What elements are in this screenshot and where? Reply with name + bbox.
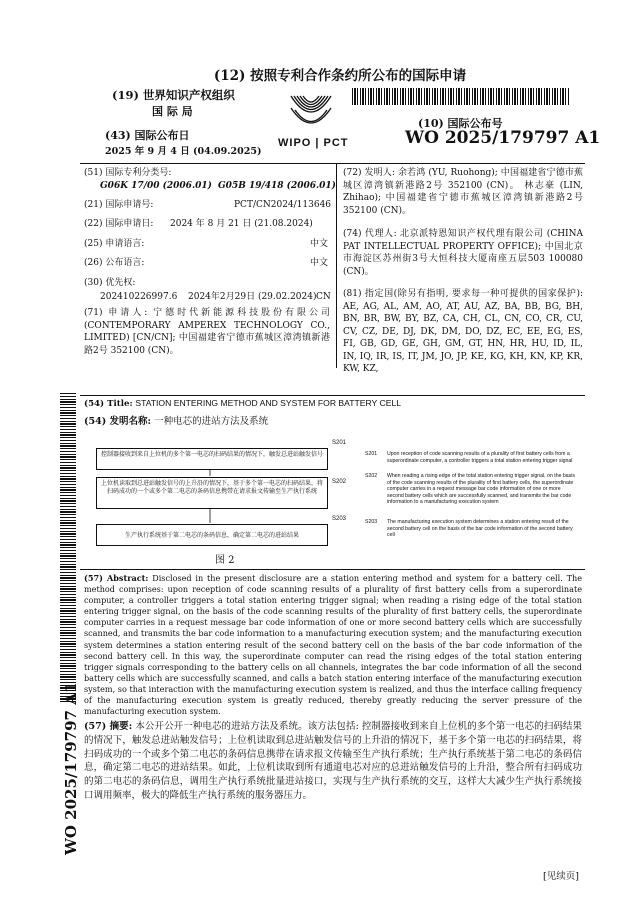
field-25-label: (25) 申请语言: — [84, 239, 145, 249]
field-72-inventors: (72) 发明人: 余若鸿 (YU, Ruohong); 中国福建省宁德市蕉城区漳湾镇新港路2号 352100 (CN)。 林志豪 (LIN, Zhihao); 中国福建省宁德市蕉城区漳湾镇新港路2号 352100 (CN)。 — [343, 168, 583, 216]
field-81-designated-states: (81) 指定国(除另有指明, 要求每一种可提供的国家保护): AE, AG, AL, AM, AO, AT, AU, AZ, BA, BB, BG, BH, BN, BR, BW, BY, BZ, CA, CH, CL, CN, CO, CR, CU, CV, CZ, DE, DJ, DK, DM, DO, DZ, EC, EE, EG, ES, FI, GB, GD, GE, GH, GM, GT, HN, HR, HU, ID, IL, IN, IQ, IR, IS, IT, JM, JO, JP, KE, KG, KH, KN, KP, KR, KW, KZ, — [343, 289, 583, 374]
org-name: (19) 世界知识产权组织 — [112, 88, 235, 102]
field-21-label: (21) 国际申请号: — [84, 200, 154, 210]
field-30-number: 202410226997.6 — [100, 292, 178, 302]
field-71-applicant: (71) 申请人: 宁德时代新能源科技股份有限公司 (CONTEMPORARY AMPEREX TECHNOLOGY CO., LIMITED) [CN/CN]; 中国福建省宁德市蕉城区漳湾镇新港路2号 352100 (CN)。 — [84, 308, 330, 356]
legend-s203-id: S203 — [365, 519, 378, 525]
flow-label-s202: S202 — [332, 479, 347, 485]
field-26-value: 中文 — [310, 258, 329, 268]
see-next-page: [见续页] — [543, 871, 579, 882]
document-title: (12) 按照专利合作条约所公布的国际申请 — [213, 68, 467, 84]
legend-s201-id: S201 — [365, 451, 378, 457]
field-26-label: (26) 公布语言: — [84, 258, 145, 268]
field-51-label: (51) 国际专利分类号: — [84, 168, 172, 178]
wipo-logo-icon — [283, 88, 339, 136]
abstract-rule — [80, 569, 585, 570]
title-en-label: (54) Title: — [84, 399, 133, 409]
side-barcode — [60, 392, 76, 702]
pubdate-label: (43) 国际公布日 — [105, 129, 190, 142]
header-barcode — [352, 88, 570, 105]
abstract-zh-text: 本公开公开一种电芯的进站方法及系统。该方法包括: 控制器接收到来自上位机的多个第一电芯的扫码结果的情况下，触发总进站触发信号；上位机读取到总进站触发信号的上升沿的情况下，基于多个第一电芯的扫码结果，将扫码成功的一个或多个第二电芯的条码信息携带在请求报文传输至生产执行系统；生产执行系统基于第二电芯的条码信息，确定第二电芯的进站结果。如此，上位机读取到所有通道电芯对应的总进站触发信号的上升沿，整合所有扫码成功的第二电芯的条码信息，调用生产执行系统批量进站接口，实现与生产执行系统的交互，这样大大减少生产执行系统接口调用频率，极大的降低生产执行系统的服务器压力。 — [84, 721, 582, 801]
figure-caption: 图 2 — [215, 555, 235, 566]
abstract-zh — [84, 720, 582, 803]
legend-s202-id: S202 — [365, 473, 378, 479]
field-25-value: 中文 — [310, 239, 329, 249]
flow-step-s202: 上位机读取到总进站触发信号的上升沿的情况下，基于多个第一电芯的扫码结果，将扫码成功的一个或多个第二电芯的条码信息携带在请求报文传输至生产执行系统 — [96, 477, 328, 509]
flow-step-s203: 生产执行系统基于第二电芯的条码信息，确定第二电芯的进站结果 — [96, 524, 328, 546]
abstract-zh-label: (57) 摘要: — [84, 721, 133, 732]
field-51-value-2: G05B 19/418 (2006.01) — [218, 181, 336, 191]
field-30-country: CN — [316, 292, 331, 302]
pubno-label: (10) 国际公布号 — [418, 117, 503, 130]
field-30-label: (30) 优先权: — [84, 278, 136, 288]
legend-s202-text: When reading a rising edge of the total station entering trigger signal, on the basis of the code scanning results of the plurality of first battery cells, the superordinate computer carries in a request message bar code information of one or more second battery cells which are successfully scanned, and transmits the bar code information to a manufacturing execution system — [387, 473, 576, 506]
abstract-en — [84, 573, 582, 717]
pubdate-value: 2025 年 9 月 4 日 (04.09.2025) — [105, 146, 262, 157]
header-rule — [80, 163, 585, 164]
flow-step-s201: 控制器接收到来自上位机的多个第一电芯的扫码结果的情况下，触发总进站触发信号 — [96, 448, 328, 470]
title-en-text: STATION ENTERING METHOD AND SYSTEM FOR BATTERY CELL — [135, 398, 402, 408]
legend-s203-text: The manufacturing execution system determines a station entering result of the second battery cell on the basis of the bar code information of the second battery cell — [387, 519, 573, 539]
title-zh — [84, 416, 268, 428]
field-30-date: 2024年2月29日 (29.02.2024) — [188, 292, 317, 302]
column-divider — [336, 163, 337, 368]
org-bureau: 国 际 局 — [152, 105, 193, 118]
title-rule — [80, 395, 585, 396]
pubno-value: WO 2025/179797 A1 — [405, 128, 601, 148]
flow-arrows — [200, 470, 220, 526]
field-22-label: (22) 国际申请日: — [84, 219, 154, 229]
legend-s201-text: Upon reception of code scanning results of a plurality of first battery cells from a superordinate computer, a controller triggers a total station entering trigger signal — [387, 451, 573, 464]
side-publication-number: WO 2025/179797 A1 — [62, 682, 80, 855]
abstract-en-label: (57) Abstract: — [84, 573, 149, 583]
wipo-pct-wordmark: WIPO | PCT — [278, 137, 349, 149]
field-22-value: 2024 年 8 月 21 日 (21.08.2024) — [170, 219, 313, 229]
abstract-en-text: Disclosed in the present disclosure are a station entering method and system for a battery cell. The method comprises: upon reception of code scanning results of a plurality of first battery cells from a superordinate computer, a controller triggers a total station entering trigger signal; when reading a rising edge of the total station entering trigger signal, on the basis of the code scanning results of the plurality of first battery cells, the superordinate computer carries in a request message bar code information of one or more second battery cells which are successfully scanned, and transmits the bar code information to a manufacturing execution system; and the manufacturing execution system determines a station entering result of the second battery cell on the basis of the bar code information of the second battery cell. In this way, the superordinate computer can read the rising edges of the total station entering trigger signals corresponding to the battery cells on all channels, integrates the bar code information of all the second battery cells which are successfully scanned, and calls a batch station entering interface of the manufacturing execution system, so that interaction with the manufacturing execution system is realized, and thus the interface calling frequency of the manufacturing execution system is greatly reduced, thereby greatly reducing the server pressure of the manufacturing execution system. — [84, 573, 582, 717]
title-zh-text: 一种电芯的进站方法及系统 — [154, 416, 269, 427]
field-21-value: PCT/CN2024/113646 — [234, 200, 332, 210]
field-74-agent: (74) 代理人: 北京派特恩知识产权代理有限公司 (CHINA PAT INTELLECTUAL PROPERTY OFFICE); 中国北京市海淀区苏州街3号大恒科技大厦南座五层503 100080 (CN)。 — [343, 229, 583, 277]
title-zh-label: (54) 发明名称: — [84, 416, 152, 427]
field-51-value-1: G06K 17/00 (2006.01) — [100, 181, 212, 191]
flow-label-s203: S203 — [332, 516, 347, 522]
flow-label-s201: S201 — [332, 440, 347, 446]
title-en — [84, 397, 401, 410]
